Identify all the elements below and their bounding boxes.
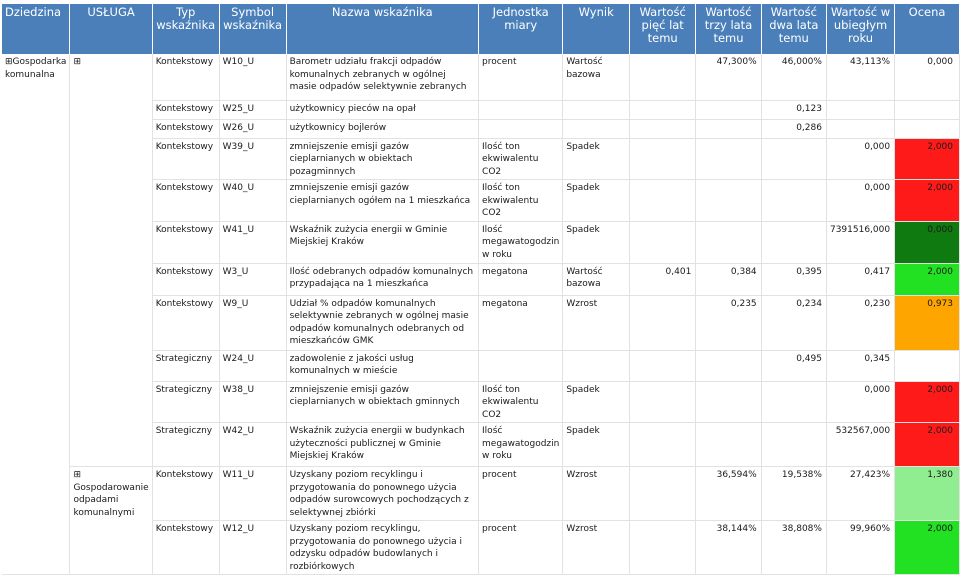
value-2y-cell <box>761 381 826 423</box>
score-cell: 2,000 <box>895 423 960 467</box>
name-cell: Udział % odpadów komunalnych selektywnie zebranych w ogólnej masie odpadów komunalnych odebranych od mieszkańców GMK <box>286 295 478 350</box>
name-cell: Barometr udziału frakcji odpadów komunalnych zebranych w ogólnej masie odpadów selektywnie zebranych <box>286 54 478 100</box>
type-cell: Kontekstowy <box>152 263 219 295</box>
type-cell: Kontekstowy <box>152 100 219 119</box>
unit-cell: procent <box>479 467 563 521</box>
result-cell <box>563 119 630 138</box>
col-header-service[interactable]: USŁUGA <box>70 4 152 54</box>
name-cell: zmniejszenie emisji gazów cieplarnianych w obiektach pozagminnych <box>286 138 478 180</box>
value-1y-cell: 27,423% <box>826 467 894 521</box>
symbol-cell: W42_U <box>219 423 286 467</box>
value-1y-cell: 7391516,000 <box>826 221 894 263</box>
value-1y-cell <box>826 119 894 138</box>
value-2y-cell <box>761 180 826 222</box>
result-cell: Wartość bazowa <box>563 263 630 295</box>
type-cell: Kontekstowy <box>152 221 219 263</box>
type-cell: Kontekstowy <box>152 138 219 180</box>
result-cell: Spadek <box>563 381 630 423</box>
name-cell: użytkownicy pieców na opał <box>286 100 478 119</box>
col-header-domain[interactable]: Dziedzina <box>2 4 70 54</box>
symbol-cell: W9_U <box>219 295 286 350</box>
value-1y-cell: 0,000 <box>826 138 894 180</box>
expand-icon[interactable]: ⊞ <box>5 57 13 67</box>
value-3y-cell <box>696 221 761 263</box>
type-cell: Kontekstowy <box>152 467 219 521</box>
name-cell: zmniejszenie emisji gazów cieplarnianych ogółem na 1 mieszkańca <box>286 180 478 222</box>
col-header-symbol[interactable]: Symbol wskaźnika <box>219 4 286 54</box>
type-cell: Kontekstowy <box>152 119 219 138</box>
symbol-cell: W41_U <box>219 221 286 263</box>
unit-cell <box>479 119 563 138</box>
unit-cell: Ilość ton ekwiwalentu CO2 <box>479 381 563 423</box>
type-cell: Strategiczny <box>152 350 219 381</box>
value-1y-cell <box>826 100 894 119</box>
value-3y-cell <box>696 100 761 119</box>
domain-label: Gospodarka komunalna <box>5 57 67 80</box>
value-2y-cell: 0,123 <box>761 100 826 119</box>
unit-cell <box>479 100 563 119</box>
type-cell: Kontekstowy <box>152 295 219 350</box>
symbol-cell: W39_U <box>219 138 286 180</box>
symbol-cell: W12_U <box>219 521 286 575</box>
symbol-cell: W3_U <box>219 263 286 295</box>
score-cell <box>895 350 960 381</box>
symbol-cell: W40_U <box>219 180 286 222</box>
score-cell: 2,000 <box>895 521 960 575</box>
type-cell: Kontekstowy <box>152 521 219 575</box>
service-cell <box>70 54 152 467</box>
value-5y-cell <box>630 521 696 575</box>
name-cell: użytkownicy bojlerów <box>286 119 478 138</box>
symbol-cell: W10_U <box>219 54 286 100</box>
score-cell: 2,000 <box>895 381 960 423</box>
value-5y-cell <box>630 381 696 423</box>
value-5y-cell <box>630 138 696 180</box>
score-cell: 2,000 <box>895 180 960 222</box>
unit-cell: Ilość ton ekwiwalentu CO2 <box>479 138 563 180</box>
score-cell: 2,000 <box>895 263 960 295</box>
table-row <box>2 54 960 100</box>
name-cell: Ilość odebranych odpadów komunalnych przypadająca na 1 mieszkańca <box>286 263 478 295</box>
value-2y-cell: 38,808% <box>761 521 826 575</box>
result-cell: Spadek <box>563 180 630 222</box>
value-2y-cell: 0,286 <box>761 119 826 138</box>
service-label: Gospodarowanie odpadami komunalnymi <box>73 482 149 518</box>
value-3y-cell: 47,300% <box>696 54 761 100</box>
symbol-cell: W11_U <box>219 467 286 521</box>
value-1y-cell: 532567,000 <box>826 423 894 467</box>
name-cell: zadowolenie z jakości usług komunalnych w mieście <box>286 350 478 381</box>
value-1y-cell: 0,000 <box>826 180 894 222</box>
col-header-value-5y[interactable]: Wartość pięć lat temu <box>630 4 696 54</box>
result-cell <box>563 350 630 381</box>
symbol-cell: W38_U <box>219 381 286 423</box>
unit-cell <box>479 350 563 381</box>
col-header-unit[interactable]: Jednostka miary <box>479 4 563 54</box>
value-1y-cell: 0,345 <box>826 350 894 381</box>
symbol-cell: W26_U <box>219 119 286 138</box>
name-cell: Wskaźnik zużycia energii w budynkach użyteczności publicznej w Gminie Miejskiej Kraków <box>286 423 478 467</box>
name-cell: Uzyskany poziom recyklingu, przygotowania do ponownego użycia i odzysku odpadów budowlanych i rozbiórkowych <box>286 521 478 575</box>
unit-cell: Ilość megawatogodzin w roku <box>479 221 563 263</box>
value-5y-cell <box>630 221 696 263</box>
col-header-value-3y[interactable]: Wartość trzy lata temu <box>696 4 761 54</box>
score-cell: 0,000 <box>895 221 960 263</box>
symbol-cell: W25_U <box>219 100 286 119</box>
result-cell: Spadek <box>563 221 630 263</box>
value-5y-cell: 0,401 <box>630 263 696 295</box>
value-3y-cell <box>696 180 761 222</box>
value-2y-cell <box>761 221 826 263</box>
col-header-type[interactable]: Typ wskaźnika <box>152 4 219 54</box>
value-5y-cell <box>630 119 696 138</box>
result-cell: Wzrost <box>563 521 630 575</box>
result-cell: Spadek <box>563 423 630 467</box>
value-5y-cell <box>630 467 696 521</box>
value-1y-cell: 0,230 <box>826 295 894 350</box>
col-header-value-2y[interactable]: Wartość dwa lata temu <box>761 4 826 54</box>
unit-cell: megatona <box>479 263 563 295</box>
value-3y-cell <box>696 350 761 381</box>
col-header-value-1y[interactable]: Wartość w ubiegłym roku <box>826 4 894 54</box>
value-5y-cell <box>630 295 696 350</box>
value-3y-cell: 36,594% <box>696 467 761 521</box>
value-5y-cell <box>630 423 696 467</box>
value-3y-cell <box>696 138 761 180</box>
unit-cell: megatona <box>479 295 563 350</box>
type-cell: Kontekstowy <box>152 180 219 222</box>
value-3y-cell <box>696 423 761 467</box>
value-2y-cell: 19,538% <box>761 467 826 521</box>
value-1y-cell: 0,417 <box>826 263 894 295</box>
result-cell: Wzrost <box>563 467 630 521</box>
result-cell <box>563 100 630 119</box>
value-2y-cell: 0,395 <box>761 263 826 295</box>
score-cell <box>895 119 960 138</box>
value-5y-cell <box>630 54 696 100</box>
col-header-score[interactable]: Ocena <box>895 4 960 54</box>
value-1y-cell: 0,000 <box>826 381 894 423</box>
result-cell: Wzrost <box>563 295 630 350</box>
score-cell: 2,000 <box>895 138 960 180</box>
value-5y-cell <box>630 180 696 222</box>
domain-cell <box>2 54 70 575</box>
unit-cell: Ilość ton ekwiwalentu CO2 <box>479 180 563 222</box>
indicator-table <box>2 4 960 575</box>
value-3y-cell: 0,235 <box>696 295 761 350</box>
col-header-result[interactable]: Wynik <box>563 4 630 54</box>
value-3y-cell: 0,384 <box>696 263 761 295</box>
expand-icon[interactable]: ⊞ <box>73 57 81 67</box>
name-cell: Uzyskany poziom recyklingu i przygotowania do ponownego użycia odpadów surowcowych pochodzących z selektywnej zbiórki <box>286 467 478 521</box>
col-header-name[interactable]: Nazwa wskaźnika <box>286 4 478 54</box>
score-cell: 0,000 <box>895 54 960 100</box>
result-cell: Wartość bazowa <box>563 54 630 100</box>
expand-icon[interactable]: ⊞ <box>73 470 81 480</box>
name-cell: zmniejszenie emisji gazów cieplarnianych w obiektach gminnych <box>286 381 478 423</box>
table-row <box>2 467 960 521</box>
value-5y-cell <box>630 100 696 119</box>
symbol-cell: W24_U <box>219 350 286 381</box>
value-2y-cell <box>761 138 826 180</box>
value-3y-cell <box>696 381 761 423</box>
value-3y-cell <box>696 119 761 138</box>
header-row <box>2 4 960 54</box>
value-2y-cell: 0,234 <box>761 295 826 350</box>
unit-cell: procent <box>479 54 563 100</box>
score-cell <box>895 100 960 119</box>
service-cell <box>70 467 152 575</box>
value-1y-cell: 99,960% <box>826 521 894 575</box>
value-3y-cell: 38,144% <box>696 521 761 575</box>
type-cell: Strategiczny <box>152 423 219 467</box>
unit-cell: procent <box>479 521 563 575</box>
value-1y-cell: 43,113% <box>826 54 894 100</box>
value-5y-cell <box>630 350 696 381</box>
name-cell: Wskaźnik zużycia energii w Gminie Miejskiej Kraków <box>286 221 478 263</box>
unit-cell: Ilość megawatogodzin w roku <box>479 423 563 467</box>
score-cell: 0,973 <box>895 295 960 350</box>
type-cell: Kontekstowy <box>152 54 219 100</box>
value-2y-cell: 0,495 <box>761 350 826 381</box>
score-cell: 1,380 <box>895 467 960 521</box>
indicator-table-container <box>2 4 960 575</box>
result-cell: Spadek <box>563 138 630 180</box>
value-2y-cell: 46,000% <box>761 54 826 100</box>
type-cell: Strategiczny <box>152 381 219 423</box>
value-2y-cell <box>761 423 826 467</box>
